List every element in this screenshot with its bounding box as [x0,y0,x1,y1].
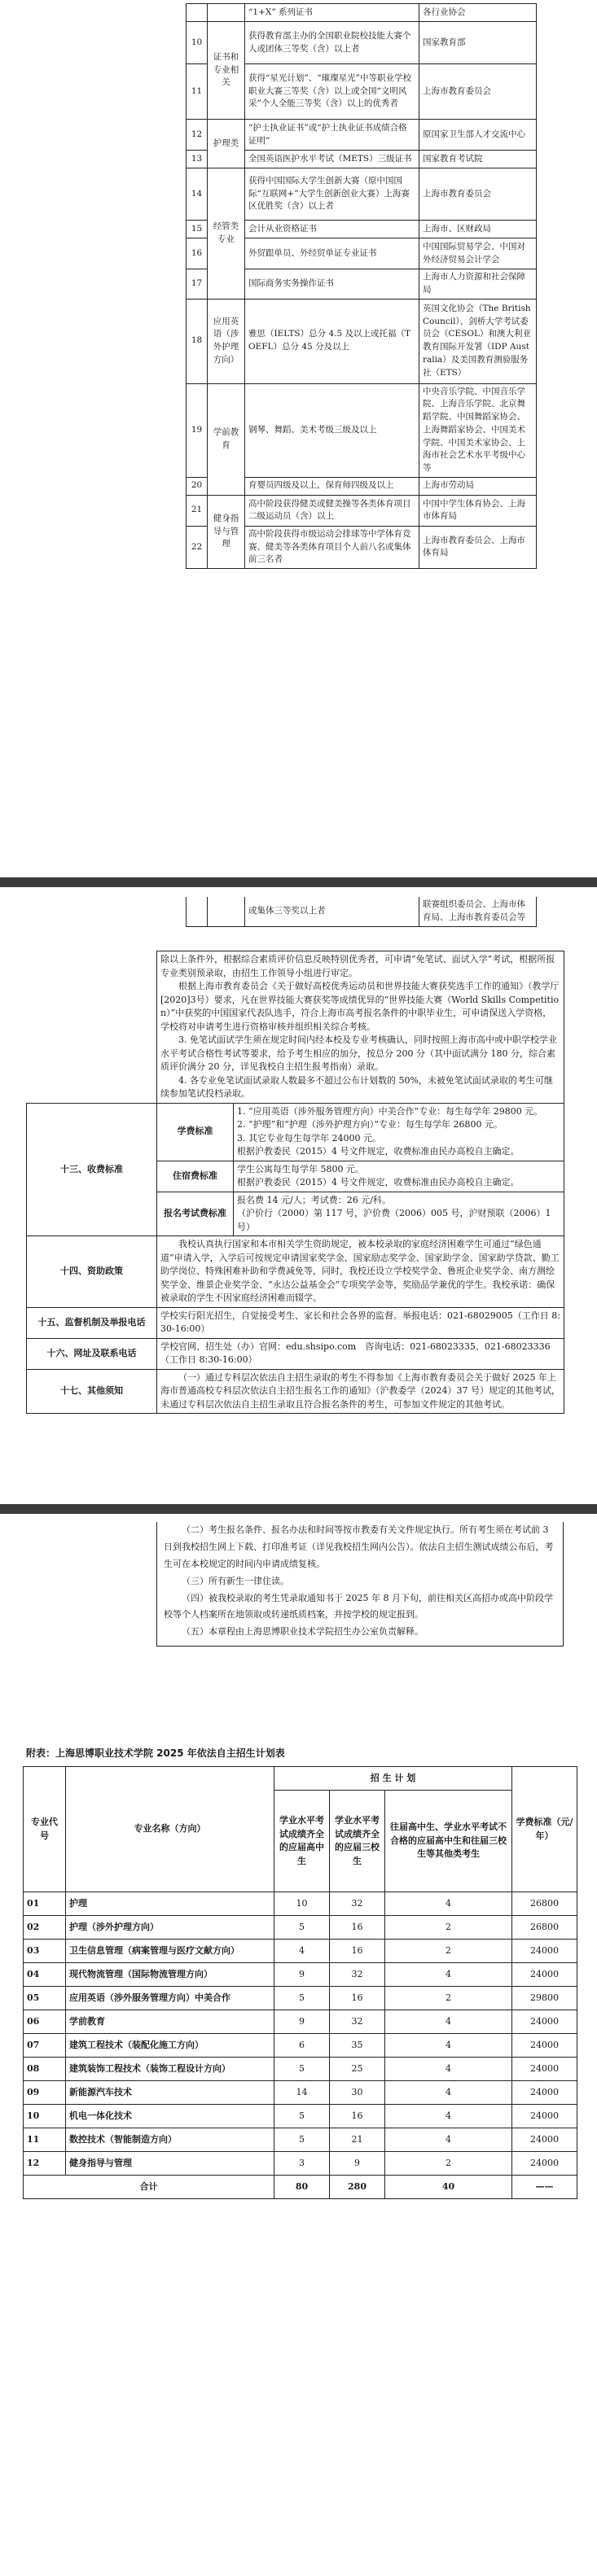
plan-code: 12 [24,2152,66,2176]
section-notes-label: 十七、其他须知 [27,1369,157,1414]
cert-name: 高中阶段获得市级运动会排球等中学体育竞赛、健美等各类体育项目个人前八名或集体前三名者 [245,526,419,568]
plan-count-b: 16 [330,1916,385,1940]
supervision-text: 学校实行阳光招生，自觉接受考生、家长和社会各界的监督。举报电话：021-68029005（工作日 8:30-16:00） [157,1307,564,1338]
tuition-line: 2. “护理”和“护理（涉外护理方向）”专业：每生每学年 26800 元。 [237,1119,503,1130]
housing-label: 住宿费标准 [157,1161,234,1192]
cert-name: 国际商务实务操作证书 [245,269,419,300]
note-p5: （五）本章程由上海思博职业技术学院招生办公室负责解释。 [156,1624,564,1641]
table-row [187,495,537,526]
plan-row [24,2105,577,2128]
total-b: 280 [330,2176,385,2199]
cert-org: 上海市劳动局 [419,477,537,495]
plan-count-a: 10 [274,1892,330,1916]
row-number: 21 [187,495,208,526]
cert-name: 或集体三等奖以上者 [245,897,419,926]
header-code: 专业代号 [24,1767,66,1892]
plan-fee: 24000 [512,2058,577,2081]
plan-count-b: 32 [330,1963,385,1987]
cert-name: “护士执业证书”或“护士执业证书成绩合格证明” [245,120,419,151]
plan-code: 06 [24,2010,66,2034]
plan-count-c: 4 [385,2105,512,2128]
plan-fee: 24000 [512,1940,577,1963]
plan-fee: 26800 [512,1892,577,1916]
plan-row [24,1892,577,1916]
row-category: 应用英语（涉外护理方向） [208,299,245,383]
plan-fee: 26800 [512,1916,577,1940]
plan-count-a: 9 [274,2010,330,2034]
plan-fee: 24000 [512,2128,577,2152]
plan-count-b: 16 [330,2105,385,2128]
plan-fee: 24000 [512,2152,577,2176]
plan-name: 应用英语（涉外服务管理方向）中美合作 [66,1987,274,2010]
table-row [187,22,537,64]
aid-row [27,1236,564,1308]
plan-total-row [24,2176,577,2199]
row-number: 16 [187,238,208,269]
plan-count-c: 2 [385,1987,512,2010]
tuition-line: 1. “应用英语（涉外服务管理方向）中美合作”专业：每生每学年 29800 元。 [237,1105,543,1117]
plan-code: 08 [24,2058,66,2081]
note-p4: （四）被我校录取的考生凭录取通知书于 2025 年 8 月下旬，前往相关区高招办或高中阶段学校等个人档案所在地领取或转递纸质档案，并按学校的规定报到。 [156,1590,564,1625]
plan-count-b: 9 [330,2152,385,2176]
plan-fee: 24000 [512,2010,577,2034]
intro-p4: 4. 各专业免笔试面试录取人数最多不超过公布计划数的 50%，未被免笔试面试录取的考生可继续参加笔试投档录取。 [160,1074,553,1099]
plan-fee: 24000 [512,2105,577,2128]
contact-row [27,1338,564,1369]
plan-count-c: 4 [385,2081,512,2105]
plan-name: 护理 [66,1892,274,1916]
plan-header-row-1 [24,1767,577,1791]
exam-fee-line: （沪价行（2000）第 117 号，沪价费（2006）005 号，沪财预联（2006）1 号） [237,1208,551,1232]
plan-row [24,1987,577,2010]
exam-fee-text [234,1192,564,1236]
cert-name: 全国英语医护水平考试（METS）三级证书 [245,151,419,168]
plan-name: 建筑工程技术（装配化施工方向） [66,2034,274,2058]
plan-code: 07 [24,2034,66,2058]
plan-count-b: 16 [330,1987,385,2010]
plan-name: 卫生信息管理（病案管理与医疗文献方向） [66,1940,274,1963]
table-bottom-border [156,1641,564,1647]
plan-count-c: 4 [385,1892,512,1916]
plan-count-a: 5 [274,2105,330,2128]
cert-org: 中国中学生体育协会、上海市体育局 [419,495,537,526]
header-g3: 往届高中生、学业水平考试不合格的应届高中生和往届三校生等其他类考生 [385,1791,512,1892]
section-fees-label: 十三、收费标准 [27,1103,157,1236]
regulations-table [26,951,564,1414]
plan-code: 11 [24,2128,66,2152]
plan-name: 数控技术（智能制造方向） [66,2128,274,2152]
total-c: 40 [385,2176,512,2199]
row-number: 11 [187,64,208,120]
page-1 [0,0,597,876]
plan-count-a: 3 [274,2152,330,2176]
tuition-line: 3. 其它专业每生每学年 24000 元。 [237,1132,381,1144]
row-number: 14 [187,168,208,221]
plan-count-a: 6 [274,2034,330,2058]
note-p2: （二）考生报名条件、报名办法和时间等按市教委有关文件规定执行。所有考生须在考试前 3 日到我校招生网上下载、打印准考证（详见我校招生网内公告）。依法自主招生测试成绩公布后，考生可在本校规定的时间内申请成绩复核。 [156,1522,564,1573]
header-fee: 学费标准（元/年） [512,1767,577,1892]
cert-name: 雅思（IELTS）总分 4.5 及以上或托福（TOEFL）总分 45 分及以上 [245,299,419,383]
section-contact-label: 十六、网址及联系电话 [27,1338,157,1369]
plan-row [24,2152,577,2176]
plan-name: 学前教育 [66,2010,274,2034]
row-category: 健身指导与管理 [208,495,245,568]
row-number: 12 [187,120,208,151]
tuition-text [234,1103,564,1161]
cert-org: 上海市教育委员会 [419,64,537,120]
cert-name: 获得教育部主办的全国职业院校技能大赛个人或团体三等奖（含）以上者 [245,22,419,64]
plan-name: 现代物流管理（国际物流管理方向） [66,1963,274,1987]
plan-count-c: 2 [385,2152,512,2176]
housing-text [234,1161,564,1192]
total-a: 80 [274,2176,330,2199]
cert-org: 国家教育部 [419,22,537,64]
cert-org: 上海市、区财政局 [419,221,537,238]
plan-row [24,2034,577,2058]
aid-text: 我校认真执行国家和本市相关学生资助规定，被本校录取的家庭经济困难学生可通过“绿色通道”申请入学，入学后可按规定申请国家奖学金、国家励志奖学金、国家助学金、国家助学贷款、勤工助学岗位、特殊困难补助和学费减免等，同时，我校还设立学校奖学金、鲁班企业奖学金、南方测绘奖学金、维景企业奖学金、“永达公益基金会”专项奖学金等，奖励品学兼优的学生。我校承诺：确保被录取的学生不因家庭经济困难而辍学。 [157,1236,564,1308]
supervision-row [27,1307,564,1338]
cert-org: 原国家卫生部人才交流中心 [419,120,537,151]
plan-count-a: 14 [274,2081,330,2105]
section-supervision-label: 十五、监督机制及举报电话 [27,1307,157,1338]
row-number [187,4,208,22]
table-row [187,299,537,383]
plan-count-a: 5 [274,2058,330,2081]
row-category: 学前教育 [208,383,245,495]
intro-p1: 除以上条件外，根据综合素质评价信息反映特别优秀者，可申请“免笔试、面试入学”考试，根据所报专业类别预录取，由招生工作领导小组进行审定。 [160,954,555,978]
intro-p3: 3. 免笔试面试学生须在规定时间内经本校及专业考核确认，同时按照上海市高中或中职学校学业水平考试合格性考试等要求，给予考生相应的加分，按总分 200 分（其中面试满分 180 分，综合素质评价满分 20 分，详见我校自主招生报考指南）录取。 [160,1034,557,1072]
plan-fee: 24000 [512,2034,577,2058]
notes-continued [156,1522,564,1647]
plan-row [24,2128,577,2152]
plan-code: 02 [24,1916,66,1940]
certificate-table [186,3,537,569]
plan-code: 04 [24,1963,66,1987]
fee-row-tuition [27,1103,564,1161]
total-label: 合计 [24,2176,274,2199]
cert-name: 会计从业资格证书 [245,221,419,238]
plan-row [24,2010,577,2034]
tuition-label: 学费标准 [157,1103,234,1161]
housing-line: 学生公寓每生每学年 5800 元。 [237,1163,364,1174]
cert-org: 联赛组织委员会、上海市体育局、上海市教育委员会等 [419,897,537,926]
appendix-title: 附表：上海思博职业技术学院 2025 年依法自主招生计划表 [26,1747,285,1759]
row-category: 经管类专业 [208,168,245,300]
plan-count-c: 4 [385,1963,512,1987]
cert-org: 各行业协会 [419,4,537,22]
plan-count-c: 4 [385,2128,512,2152]
plan-row [24,1940,577,1963]
plan-count-b: 16 [330,1940,385,1963]
cert-org: 国家教育考试院 [419,151,537,168]
page-separator [0,877,597,887]
plan-row [24,1916,577,1940]
header-g2: 学业水平考试成绩齐全的应届三校生 [330,1791,385,1892]
plan-count-b: 32 [330,2010,385,2034]
note-p3: （三）所有新生一律住读。 [156,1573,564,1590]
contact-text: 学校官网、招生处（办）官网：edu.shsipo.com 咨询电话：021-68023335、021-68023336（工作日 8:30-16:00） [157,1338,564,1369]
row-category: 证书和专业相关 [208,22,245,120]
row-number: 18 [187,299,208,383]
row-number: 13 [187,151,208,168]
cert-name: 获得中国国际大学生创新大赛（原中国国际“互联网+”大学生创新创业大赛）上海赛区优胜奖（含）以上者 [245,168,419,221]
plan-count-b: 35 [330,2034,385,2058]
table-row [187,897,537,926]
table-row [187,120,537,151]
plan-count-a: 5 [274,1916,330,1940]
plan-count-c: 2 [385,1940,512,1963]
plan-fee: 29800 [512,1987,577,2010]
intro-row [27,951,564,1104]
plan-code: 03 [24,1940,66,1963]
plan-count-a: 4 [274,1940,330,1963]
cert-org: 英国文化协会（The British Council）、剑桥大学考试委员会（CESOL）和澳大利亚教育国际开发署（IDP Australia）及美国教育测验服务社（ETS） [419,299,537,383]
plan-name: 新能源汽车技术 [66,2081,274,2105]
plan-fee: 24000 [512,1963,577,1987]
section-aid-label: 十四、资助政策 [27,1236,157,1308]
plan-code: 05 [24,1987,66,2010]
row-number: 22 [187,526,208,568]
cert-name: 获得“星光计划”、“璀璨星光”中等职业学校职业大赛三等奖（含）以上或全国“文明风采”个人全能三等奖（含）以上的优秀者 [245,64,419,120]
plan-code: 01 [24,1892,66,1916]
plan-count-c: 4 [385,2010,512,2034]
plan-row [24,2058,577,2081]
plan-count-a: 5 [274,1987,330,2010]
header-plan-group: 招 生 计 划 [274,1767,512,1791]
plan-count-c: 4 [385,2034,512,2058]
notes-row [27,1369,564,1414]
enrollment-plan-table [23,1766,577,2199]
total-fee: —— [512,2176,577,2199]
row-number: 20 [187,477,208,495]
plan-count-a: 9 [274,1963,330,1987]
certificate-table-continued [186,897,537,927]
plan-row [24,2081,577,2105]
plan-name: 建筑装饰工程技术（装饰工程设计方向） [66,2058,274,2081]
plan-count-b: 32 [330,1892,385,1916]
cert-name: 外贸跟单员、外经贸单证专业证书 [245,238,419,269]
row-category [208,4,245,22]
row-number: 19 [187,383,208,477]
cert-org: 上海市人力资源和社会保障局 [419,269,537,300]
row-category: 护理类 [208,120,245,168]
plan-name: 护理（涉外护理方向） [66,1916,274,1940]
plan-code: 09 [24,2081,66,2105]
tuition-line: 根据沪教委民（2015）4 号文件规定，收费标准由民办高校自主确定。 [237,1146,520,1157]
row-number: 15 [187,221,208,238]
cert-name: “1+X” 系列证书 [245,4,419,22]
cert-org: 中央音乐学院、中国音乐学院、上海音乐学院、北京舞蹈学院、中国舞蹈家协会、上海舞蹈家协会、中国美术学院、中国美术家协会、上海市社会艺术水平考级中心等 [419,383,537,477]
row-number: 10 [187,22,208,64]
intro-p2: 根据上海市教育委员会《关于做好高校优秀运动员和世界技能大赛获奖选手工作的通知》（教学厅[2020]3号）要求，凡在世界技能大赛获奖等成绩优异的“世界技能大赛（World Skills Competition）”中获奖的中国国家代表队选手，符合上海市高考报名条件的中职毕业生，可申请保送入学资格，学校将对申请考生进行资格审核并组织相关综合考核。 [160,981,560,1032]
header-g1: 学业水平考试成绩齐全的应届高中生 [274,1791,330,1892]
exam-fee-line: 报名费 14 元/人；考试费：26 元/科。 [237,1194,391,1205]
cert-name: 钢琴、舞蹈、美术考级三级及以上 [245,383,419,477]
cert-org: 中国国际贸易学会、中国对外经济贸易会计学会 [419,238,537,269]
table-row [187,383,537,477]
header-name: 专业名称（方向） [66,1767,274,1892]
page-separator [0,1504,597,1514]
cert-org: 上海市教育委员会、上海市体育局 [419,526,537,568]
table-row [187,168,537,221]
plan-code: 10 [24,2105,66,2128]
exam-fee-label: 报名考试费标准 [157,1192,234,1236]
plan-count-c: 4 [385,2058,512,2081]
plan-count-b: 21 [330,2128,385,2152]
plan-name: 机电一体化技术 [66,2105,274,2128]
plan-count-a: 5 [274,2128,330,2152]
plan-name: 健身指导与管理 [66,2152,274,2176]
cert-name: 高中阶段获得健美或健美操等各类体育项目二级运动员（含）以上 [245,495,419,526]
plan-row [24,1963,577,1987]
cert-org: 上海市教育委员会 [419,168,537,221]
cert-name: 育婴员四级及以上，保育师四级及以上 [245,477,419,495]
plan-count-b: 30 [330,2081,385,2105]
table-row [187,4,537,22]
plan-count-b: 25 [330,2058,385,2081]
plan-count-c: 2 [385,1916,512,1940]
intro-text [157,951,564,1104]
plan-fee: 24000 [512,2081,577,2105]
row-number: 17 [187,269,208,300]
housing-line: 根据沪教委民（2015）4 号文件规定，收费标准由民办高校自主确定。 [237,1177,520,1187]
notes-text: （一）通过专科层次依法自主招生录取的考生不得参加《上海市教育委员会关于做好 2025 年上海市普通高校专科层次依法自主招生报名工作的通知》（沪教委学（2024）37 号）规定的其他考试，未通过专科层次依法自主招生录取且符合报名条件的考生，可参加文件规定的其他考试。 [157,1369,564,1414]
